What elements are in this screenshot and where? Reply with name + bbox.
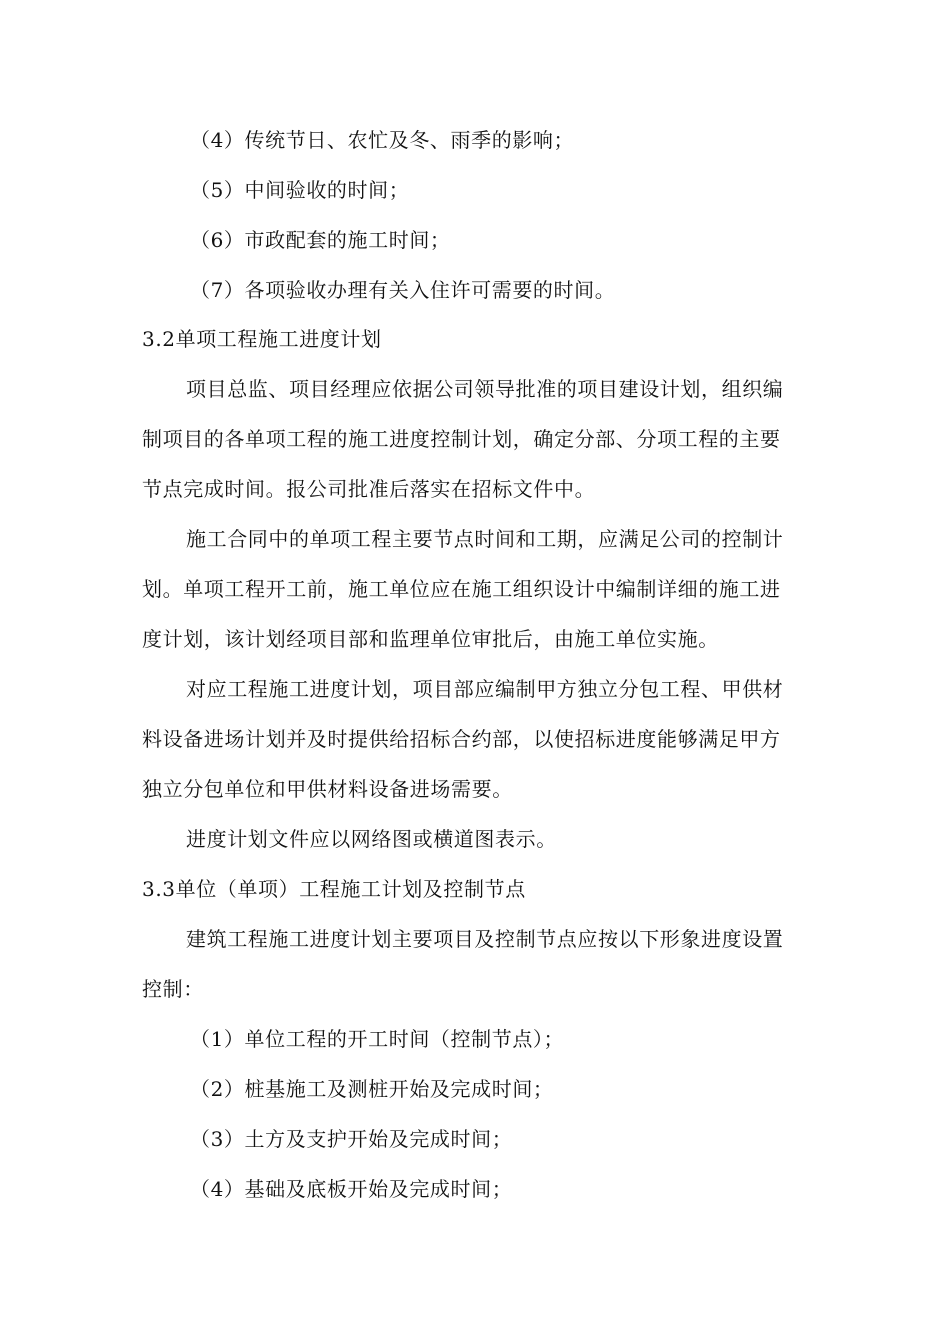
paragraph-line: 进度计划文件应以网络图或横道图表示。 [186,827,557,851]
paragraph-line: 制项目的各单项工程的施工进度控制计划，确定分部、分项工程的主要 [142,427,781,451]
paragraph-line: 划。单项工程开工前，施工单位应在施工组织设计中编制详细的施工进 [142,577,781,601]
paragraph-line: 度计划，该计划经项目部和监理单位审批后，由施工单位实施。 [142,627,719,651]
list-item-2-pile-foundation: （2）桩基施工及测桩开始及完成时间； [190,1077,554,1101]
paragraph-line: 节点完成时间。报公司批准后落实在招标文件中。 [142,477,596,501]
paragraph-line: 对应工程施工进度计划，项目部应编制甲方独立分包工程、甲供材 [186,677,784,701]
paragraph-line: 建筑工程施工进度计划主要项目及控制节点应按以下形象进度设置 [186,927,784,951]
list-item-4-foundation-slab: （4）基础及底板开始及完成时间； [190,1177,513,1201]
list-item-7-occupancy-permit: （7）各项验收办理有关入住许可需要的时间。 [190,278,616,302]
list-item-4-holidays: （4）传统节日、农忙及冬、雨季的影响； [190,128,575,152]
list-item-3-earthwork: （3）土方及支护开始及完成时间； [190,1127,513,1151]
paragraph-line: 料设备进场计划并及时提供给招标合约部，以使招标进度能够满足甲方 [142,727,781,751]
paragraph-line: 独立分包单位和甲供材料设备进场需要。 [142,777,513,801]
list-item-1-start-time: （1）单位工程的开工时间（控制节点）； [190,1027,565,1051]
list-item-5-midterm-acceptance: （5）中间验收的时间； [190,178,410,202]
paragraph-line: 施工合同中的单项工程主要节点时间和工期，应满足公司的控制计 [186,527,784,551]
paragraph-line: 项目总监、项目经理应依据公司领导批准的项目建设计划，组织编 [186,377,784,401]
list-item-6-municipal-supporting: （6）市政配套的施工时间； [190,228,451,252]
section-heading-3-3: 3.3单位（单项）工程施工计划及控制节点 [142,877,526,901]
section-heading-3-2: 3.2单项工程施工进度计划 [142,327,382,351]
paragraph-line: 控制： [142,977,204,1001]
